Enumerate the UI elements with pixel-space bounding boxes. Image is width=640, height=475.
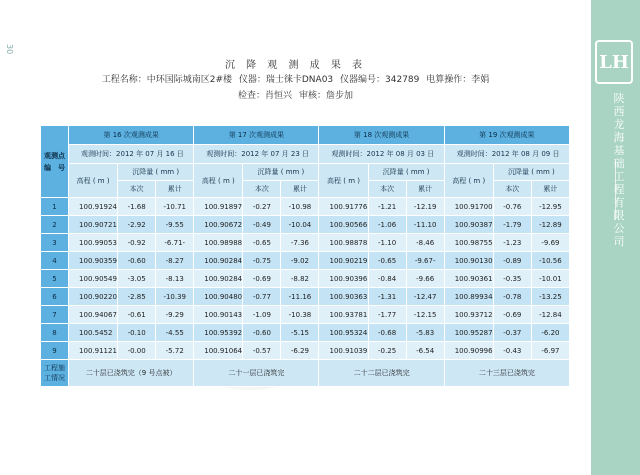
cumulative-settlement-cell: -9.67-: [406, 252, 444, 270]
table-row: [41, 306, 570, 324]
cumulative-settlement-cell: -9.66: [406, 270, 444, 288]
current-settlement-cell: -0.61: [118, 306, 156, 324]
current-settlement-cell: -0.35: [493, 270, 531, 288]
height-header: 高程 ( m ): [319, 164, 368, 198]
page-number: 30: [5, 44, 14, 55]
table-row: [41, 270, 570, 288]
current-settlement-cell: -1.09: [243, 306, 281, 324]
cumulative-settlement-cell: -12.89: [531, 216, 569, 234]
current-settlement-cell: -0.69: [243, 270, 281, 288]
point-id: 2: [41, 216, 69, 234]
observation-time: 观测时间：2012 年 08 月 03 日: [319, 145, 444, 164]
height-cell: 100.90361: [444, 270, 493, 288]
cumulative-settlement-cell: -8.27: [156, 252, 194, 270]
height-cell: 100.91121: [69, 342, 118, 360]
cumulative-settlement-cell: -9.02: [281, 252, 319, 270]
height-cell: 100.95287: [444, 324, 493, 342]
review-info-line: [0, 88, 591, 101]
height-cell: 100.94067: [69, 306, 118, 324]
current-settlement-cell: -0.78: [493, 288, 531, 306]
cumulative-settlement-cell: -11.16: [281, 288, 319, 306]
cumulative-settlement-cell: -13.25: [531, 288, 569, 306]
cumulative-settlement-cell: -5.72: [156, 342, 194, 360]
height-cell: 100.93712: [444, 306, 493, 324]
table-row: [41, 198, 570, 216]
height-cell: 100.90721: [69, 216, 118, 234]
period-header: 第 19 次观测成果: [444, 126, 569, 145]
current-header: 本次: [493, 181, 531, 198]
height-cell: 100.98988: [194, 234, 243, 252]
cumulative-settlement-cell: -5.83: [406, 324, 444, 342]
height-cell: 100.95392: [194, 324, 243, 342]
current-settlement-cell: -0.76: [493, 198, 531, 216]
current-settlement-cell: -0.68: [368, 324, 406, 342]
point-id-header: 观测点 编 号: [41, 126, 69, 198]
table-title: 沉 降 观 测 成 果 表: [224, 60, 367, 71]
cumulative-settlement-cell: -9.29: [156, 306, 194, 324]
height-cell: 100.95324: [319, 324, 368, 342]
current-settlement-cell: -0.60: [118, 252, 156, 270]
cumulative-header: 累计: [156, 181, 194, 198]
height-cell: 100.90284: [194, 252, 243, 270]
height-header: 高程 ( m ): [194, 164, 243, 198]
cumulative-settlement-cell: -6.97: [531, 342, 569, 360]
height-cell: 100.90284: [194, 270, 243, 288]
height-cell: 100.90219: [319, 252, 368, 270]
table-row: [41, 252, 570, 270]
height-cell: 100.90396: [319, 270, 368, 288]
cumulative-settlement-cell: -12.84: [531, 306, 569, 324]
current-settlement-cell: -0.43: [493, 342, 531, 360]
current-settlement-cell: -0.92: [118, 234, 156, 252]
height-cell: 100.91924: [69, 198, 118, 216]
table-row: [41, 324, 570, 342]
reviewer: 审核：詹步加: [298, 91, 353, 101]
settlement-header: 沉降量 ( mm ): [243, 164, 319, 181]
current-settlement-cell: -0.65: [368, 252, 406, 270]
cumulative-settlement-cell: -7.36: [281, 234, 319, 252]
height-header: 高程 ( m ): [69, 164, 118, 198]
cumulative-settlement-cell: -8.13: [156, 270, 194, 288]
height-cell: 100.90996: [444, 342, 493, 360]
operator: 电算操作：李娟: [426, 75, 490, 85]
cumulative-settlement-cell: -6.71-: [156, 234, 194, 252]
project-info-line: [0, 72, 591, 85]
current-settlement-cell: -0.77: [243, 288, 281, 306]
cumulative-settlement-cell: -10.04: [281, 216, 319, 234]
cumulative-settlement-cell: -5.15: [281, 324, 319, 342]
current-settlement-cell: -1.21: [368, 198, 406, 216]
current-header: 本次: [368, 181, 406, 198]
point-id: 7: [41, 306, 69, 324]
table-row: [41, 216, 570, 234]
cumulative-header: 累计: [531, 181, 569, 198]
current-settlement-cell: -1.23: [493, 234, 531, 252]
cumulative-settlement-cell: -12.95: [531, 198, 569, 216]
point-id: 4: [41, 252, 69, 270]
period-header: 第 17 次观测成果: [194, 126, 319, 145]
project-name: 工程名称：中环国际城南区2#楼: [101, 75, 232, 85]
cumulative-settlement-cell: -9.55: [156, 216, 194, 234]
current-settlement-cell: -0.60: [243, 324, 281, 342]
height-cell: 100.98755: [444, 234, 493, 252]
cumulative-settlement-cell: -10.39: [156, 288, 194, 306]
observation-time: 观测时间：2012 年 08 月 09 日: [444, 145, 569, 164]
cumulative-settlement-cell: -6.20: [531, 324, 569, 342]
cumulative-settlement-cell: -6.29: [281, 342, 319, 360]
instrument-number: 仪器编号：342789: [340, 75, 420, 85]
current-settlement-cell: -0.69: [493, 306, 531, 324]
current-settlement-cell: -0.65: [243, 234, 281, 252]
point-id: 5: [41, 270, 69, 288]
cumulative-settlement-cell: -12.15: [406, 306, 444, 324]
current-header: 本次: [243, 181, 281, 198]
current-settlement-cell: -0.84: [368, 270, 406, 288]
period-header: 第 16 次观测成果: [69, 126, 194, 145]
construction-status: 二十层已浇筑完（9 号点被）: [69, 360, 194, 387]
height-cell: 100.5452: [69, 324, 118, 342]
cumulative-settlement-cell: -12.47: [406, 288, 444, 306]
cumulative-settlement-cell: -8.82: [281, 270, 319, 288]
cumulative-header: 累计: [281, 181, 319, 198]
construction-status: 二十一层已浇筑完: [194, 360, 319, 387]
height-cell: 100.90130: [444, 252, 493, 270]
current-settlement-cell: -1.77: [368, 306, 406, 324]
observation-time: 观测时间：2012 年 07 月 16 日: [69, 145, 194, 164]
current-settlement-cell: -1.31: [368, 288, 406, 306]
cumulative-header: 累计: [406, 181, 444, 198]
height-cell: 100.91700: [444, 198, 493, 216]
current-settlement-cell: -1.06: [368, 216, 406, 234]
construction-status: 二十三层已浇筑完: [444, 360, 569, 387]
company-name: 陕西龙海基础工程有限公司: [613, 92, 625, 248]
current-settlement-cell: -0.89: [493, 252, 531, 270]
height-cell: 100.90672: [194, 216, 243, 234]
table-row: [41, 342, 570, 360]
cumulative-settlement-cell: -10.98: [281, 198, 319, 216]
current-settlement-cell: -0.37: [493, 324, 531, 342]
settlement-header: 沉降量 ( mm ): [493, 164, 569, 181]
height-cell: 100.91776: [319, 198, 368, 216]
point-id: 3: [41, 234, 69, 252]
cumulative-settlement-cell: -9.69: [531, 234, 569, 252]
current-settlement-cell: -3.05: [118, 270, 156, 288]
height-cell: 100.90566: [319, 216, 368, 234]
table-row: [41, 234, 570, 252]
point-id: 1: [41, 198, 69, 216]
current-settlement-cell: -0.25: [368, 342, 406, 360]
cumulative-settlement-cell: -12.19: [406, 198, 444, 216]
construction-status: 二十二层已浇筑完: [319, 360, 444, 387]
instrument: 仪器：瑞士徕卡DNA03: [238, 75, 334, 85]
height-cell: 100.91897: [194, 198, 243, 216]
checker: 检查：肖恒兴: [238, 91, 293, 101]
height-header: 高程 ( m ): [444, 164, 493, 198]
cumulative-settlement-cell: -10.56: [531, 252, 569, 270]
sidebar: [591, 0, 640, 475]
point-id: 8: [41, 324, 69, 342]
height-cell: 100.98878: [319, 234, 368, 252]
cumulative-settlement-cell: -8.46: [406, 234, 444, 252]
current-settlement-cell: -2.85: [118, 288, 156, 306]
height-cell: 100.90549: [69, 270, 118, 288]
cumulative-settlement-cell: -6.54: [406, 342, 444, 360]
height-cell: 100.89934: [444, 288, 493, 306]
current-settlement-cell: -0.57: [243, 342, 281, 360]
height-cell: 100.93781: [319, 306, 368, 324]
cumulative-settlement-cell: -10.01: [531, 270, 569, 288]
table-row: [41, 288, 570, 306]
height-cell: 100.90143: [194, 306, 243, 324]
cumulative-settlement-cell: -10.38: [281, 306, 319, 324]
height-cell: 100.91064: [194, 342, 243, 360]
point-id: 6: [41, 288, 69, 306]
current-settlement-cell: -2.92: [118, 216, 156, 234]
current-settlement-cell: -0.00: [118, 342, 156, 360]
settlement-table: [40, 125, 570, 387]
settlement-header: 沉降量 ( mm ): [368, 164, 444, 181]
cumulative-settlement-cell: -4.55: [156, 324, 194, 342]
current-settlement-cell: -0.10: [118, 324, 156, 342]
height-cell: 100.90387: [444, 216, 493, 234]
height-cell: 100.99053: [69, 234, 118, 252]
current-settlement-cell: -0.75: [243, 252, 281, 270]
construction-status-header: 工程施 工情况: [41, 360, 69, 387]
current-settlement-cell: -1.68: [118, 198, 156, 216]
period-header: 第 18 次观测成果: [319, 126, 444, 145]
current-settlement-cell: -0.49: [243, 216, 281, 234]
height-cell: 100.91039: [319, 342, 368, 360]
company-logo-icon: LH: [595, 40, 633, 84]
current-header: 本次: [118, 181, 156, 198]
cumulative-settlement-cell: -11.10: [406, 216, 444, 234]
point-id: 9: [41, 342, 69, 360]
current-settlement-cell: -1.10: [368, 234, 406, 252]
height-cell: 100.90480: [194, 288, 243, 306]
current-settlement-cell: -0.27: [243, 198, 281, 216]
current-settlement-cell: -1.79: [493, 216, 531, 234]
observation-time: 观测时间：2012 年 07 月 23 日: [194, 145, 319, 164]
settlement-header: 沉降量 ( mm ): [118, 164, 194, 181]
height-cell: 100.90363: [319, 288, 368, 306]
height-cell: 100.90359: [69, 252, 118, 270]
height-cell: 100.90220: [69, 288, 118, 306]
cumulative-settlement-cell: -10.71: [156, 198, 194, 216]
